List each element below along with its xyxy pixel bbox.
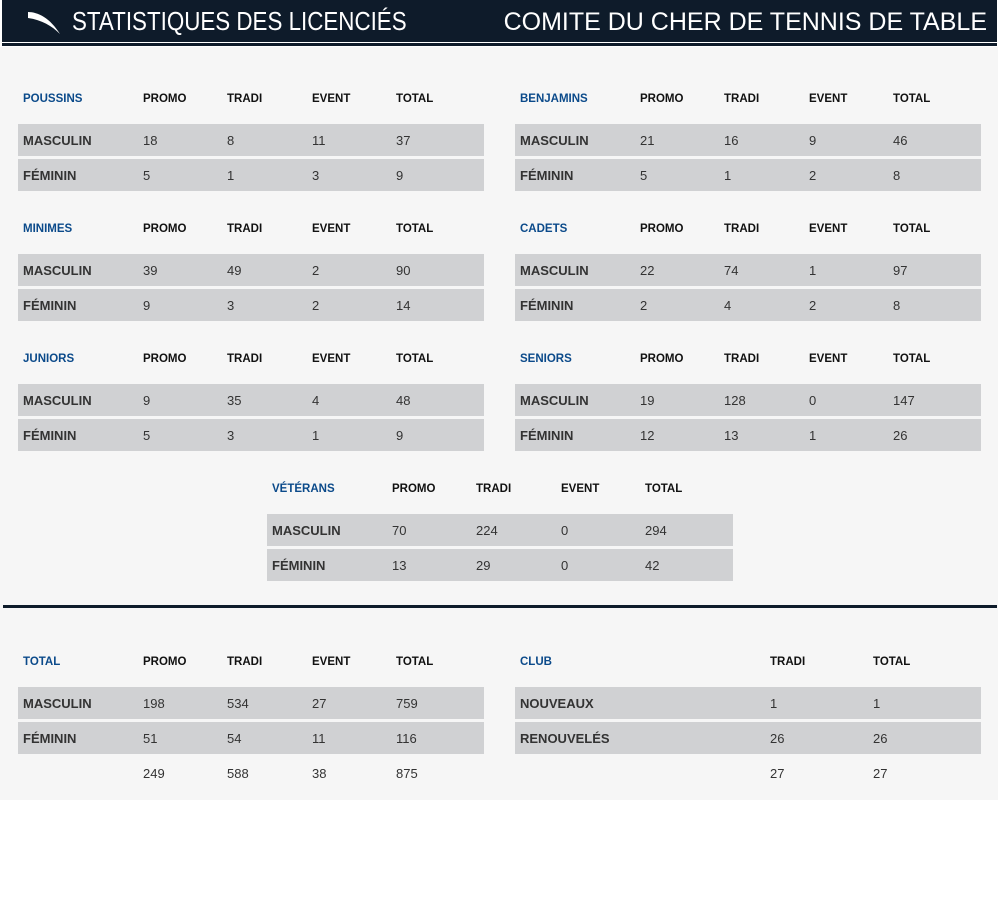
cell-total: 8 <box>893 298 901 313</box>
cell-tradi: 54 <box>227 731 242 746</box>
col-event: EVENT <box>561 483 600 495</box>
row-label: MASCULIN <box>23 133 92 148</box>
table-total <box>18 654 484 789</box>
col-promo: PROMO <box>143 223 187 235</box>
col-tradi: TRADI <box>724 353 760 365</box>
cell-event: 2 <box>809 168 817 183</box>
cell-promo: 5 <box>640 168 648 183</box>
cell-event: 1 <box>809 263 817 278</box>
cell-event: 3 <box>312 168 320 183</box>
category-title: MINIMES <box>23 223 73 235</box>
cell-event: 1 <box>809 428 817 443</box>
col-tradi: TRADI <box>476 483 512 495</box>
cell-promo: 13 <box>392 558 407 573</box>
category-title: CADETS <box>520 223 568 235</box>
cell-tradi: 534 <box>227 696 249 711</box>
header-bar <box>2 0 997 42</box>
cell-tradi: 49 <box>227 263 242 278</box>
cell-promo: 18 <box>143 133 158 148</box>
cell-promo: 5 <box>143 428 151 443</box>
table-row-masculin <box>18 687 484 719</box>
col-total: TOTAL <box>893 223 931 235</box>
row-label: NOUVEAUX <box>520 696 594 711</box>
table-row-masculin <box>18 384 484 416</box>
col-promo: PROMO <box>143 93 187 105</box>
cell-event: 9 <box>809 133 817 148</box>
table-veterans <box>267 481 733 581</box>
table-row-feminin <box>515 159 981 191</box>
col-tradi: TRADI <box>770 656 806 668</box>
cell-event: 1 <box>312 428 320 443</box>
table-row-feminin <box>515 419 981 451</box>
cell-event: 2 <box>312 298 320 313</box>
cell-promo: 9 <box>143 393 151 408</box>
row-label: FÉMININ <box>23 168 77 183</box>
cell-tradi: 29 <box>476 558 491 573</box>
cell-event: 2 <box>809 298 817 313</box>
cell-total: 37 <box>396 133 411 148</box>
cell-event: 0 <box>561 558 569 573</box>
cell-promo: 51 <box>143 731 158 746</box>
table-header <box>18 221 484 241</box>
cell-tradi: 4 <box>724 298 732 313</box>
row-label: MASCULIN <box>272 523 341 538</box>
cell-total: 26 <box>873 731 888 746</box>
row-label: MASCULIN <box>520 263 589 278</box>
cell-tradi: 1 <box>724 168 732 183</box>
table-juniors <box>18 351 484 451</box>
col-event: EVENT <box>312 93 351 105</box>
col-event: EVENT <box>809 93 848 105</box>
cell-tradi: 8 <box>227 133 235 148</box>
col-event: EVENT <box>809 223 848 235</box>
cell-promo: 2 <box>640 298 648 313</box>
table-header <box>18 91 484 111</box>
table-row-feminin <box>515 289 981 321</box>
row-label: FÉMININ <box>520 298 574 313</box>
table-header <box>515 654 981 674</box>
sum-promo: 249 <box>143 766 165 781</box>
table-header <box>18 654 484 674</box>
table-row-sum <box>18 757 484 789</box>
table-header <box>515 221 981 241</box>
category-title: POUSSINS <box>23 93 83 105</box>
table-header <box>267 481 733 501</box>
cell-promo: 5 <box>143 168 151 183</box>
cell-tradi: 35 <box>227 393 242 408</box>
col-total: TOTAL <box>645 483 683 495</box>
swoosh-logo-icon <box>24 6 64 36</box>
cell-total: 9 <box>396 428 404 443</box>
cell-tradi: 3 <box>227 298 235 313</box>
col-total: TOTAL <box>396 223 434 235</box>
cell-total: 26 <box>893 428 908 443</box>
cell-total: 14 <box>396 298 411 313</box>
row-label: FÉMININ <box>23 298 77 313</box>
row-label: FÉMININ <box>520 428 574 443</box>
row-label: FÉMININ <box>272 558 326 573</box>
col-promo: PROMO <box>143 353 187 365</box>
row-label: MASCULIN <box>23 263 92 278</box>
col-tradi: TRADI <box>724 223 760 235</box>
sum-total: 27 <box>873 766 888 781</box>
table-row-feminin <box>267 549 733 581</box>
table-header <box>515 91 981 111</box>
cell-total: 90 <box>396 263 411 278</box>
section-divider <box>3 605 997 608</box>
row-label: FÉMININ <box>23 731 77 746</box>
row-label: MASCULIN <box>23 393 92 408</box>
row-label: RENOUVELÉS <box>520 731 610 746</box>
cell-total: 48 <box>396 393 411 408</box>
cell-tradi: 13 <box>724 428 739 443</box>
col-promo: PROMO <box>392 483 436 495</box>
col-event: EVENT <box>312 656 351 668</box>
organization-title: COMITE DU CHER DE TENNIS DE TABLE <box>503 8 987 36</box>
table-row-masculin <box>267 514 733 546</box>
table-row-feminin <box>18 159 484 191</box>
col-promo: PROMO <box>640 223 684 235</box>
col-tradi: TRADI <box>227 223 263 235</box>
cell-promo: 19 <box>640 393 655 408</box>
table-header <box>18 351 484 371</box>
row-label: MASCULIN <box>520 133 589 148</box>
table-poussins <box>18 91 484 191</box>
table-row-masculin <box>515 254 981 286</box>
cell-promo: 21 <box>640 133 655 148</box>
col-event: EVENT <box>312 223 351 235</box>
cell-total: 8 <box>893 168 901 183</box>
cell-total: 147 <box>893 393 915 408</box>
cell-event: 27 <box>312 696 327 711</box>
col-total: TOTAL <box>396 656 434 668</box>
table-row-sum <box>515 757 981 789</box>
table-row-masculin <box>515 124 981 156</box>
cell-promo: 39 <box>143 263 158 278</box>
table-row-nouveaux <box>515 687 981 719</box>
cell-promo: 12 <box>640 428 655 443</box>
category-title: JUNIORS <box>23 353 75 365</box>
row-label: MASCULIN <box>23 696 92 711</box>
cell-tradi: 1 <box>770 696 778 711</box>
col-tradi: TRADI <box>227 656 263 668</box>
cell-tradi: 224 <box>476 523 498 538</box>
cell-tradi: 1 <box>227 168 235 183</box>
cell-event: 4 <box>312 393 320 408</box>
cell-tradi: 26 <box>770 731 785 746</box>
col-total: TOTAL <box>893 353 931 365</box>
table-minimes <box>18 221 484 321</box>
category-title: VÉTÉRANS <box>272 483 335 495</box>
col-total: TOTAL <box>893 93 931 105</box>
cell-event: 2 <box>312 263 320 278</box>
table-cadets <box>515 221 981 321</box>
col-total: TOTAL <box>396 353 434 365</box>
cell-total: 294 <box>645 523 667 538</box>
sum-total: 875 <box>396 766 418 781</box>
table-club <box>515 654 981 789</box>
category-title: BENJAMINS <box>520 93 588 105</box>
cell-total: 1 <box>873 696 881 711</box>
row-label: MASCULIN <box>520 393 589 408</box>
cell-tradi: 3 <box>227 428 235 443</box>
col-promo: PROMO <box>143 656 187 668</box>
header-underline <box>2 43 997 46</box>
cell-total: 759 <box>396 696 418 711</box>
cell-promo: 198 <box>143 696 165 711</box>
table-row-feminin <box>18 289 484 321</box>
table-header <box>515 351 981 371</box>
category-title: CLUB <box>520 656 552 668</box>
col-event: EVENT <box>312 353 351 365</box>
table-row-feminin <box>18 722 484 754</box>
col-promo: PROMO <box>640 353 684 365</box>
sum-tradi: 27 <box>770 766 785 781</box>
table-row-renouveles <box>515 722 981 754</box>
cell-promo: 70 <box>392 523 407 538</box>
col-promo: PROMO <box>640 93 684 105</box>
col-total: TOTAL <box>873 656 911 668</box>
cell-tradi: 16 <box>724 133 739 148</box>
cell-event: 0 <box>561 523 569 538</box>
col-tradi: TRADI <box>227 93 263 105</box>
col-tradi: TRADI <box>227 353 263 365</box>
cell-total: 42 <box>645 558 660 573</box>
sum-event: 38 <box>312 766 327 781</box>
row-label: FÉMININ <box>23 428 77 443</box>
table-row-masculin <box>515 384 981 416</box>
category-title: TOTAL <box>23 656 61 668</box>
cell-total: 46 <box>893 133 908 148</box>
table-row-masculin <box>18 254 484 286</box>
col-event: EVENT <box>809 353 848 365</box>
cell-total: 9 <box>396 168 404 183</box>
col-total: TOTAL <box>396 93 434 105</box>
table-row-feminin <box>18 419 484 451</box>
table-row-masculin <box>18 124 484 156</box>
cell-promo: 9 <box>143 298 151 313</box>
cell-total: 116 <box>396 731 417 746</box>
cell-event: 11 <box>312 133 326 148</box>
cell-event: 11 <box>312 731 326 746</box>
table-benjamins <box>515 91 981 191</box>
table-seniors <box>515 351 981 451</box>
cell-total: 97 <box>893 263 908 278</box>
sum-tradi: 588 <box>227 766 249 781</box>
cell-promo: 22 <box>640 263 655 278</box>
col-tradi: TRADI <box>724 93 760 105</box>
page-title: STATISTIQUES DES LICENCIÉS <box>72 6 407 36</box>
category-title: SENIORS <box>520 353 572 365</box>
row-label: FÉMININ <box>520 168 574 183</box>
cell-tradi: 74 <box>724 263 739 278</box>
cell-tradi: 128 <box>724 393 746 408</box>
cell-event: 0 <box>809 393 817 408</box>
